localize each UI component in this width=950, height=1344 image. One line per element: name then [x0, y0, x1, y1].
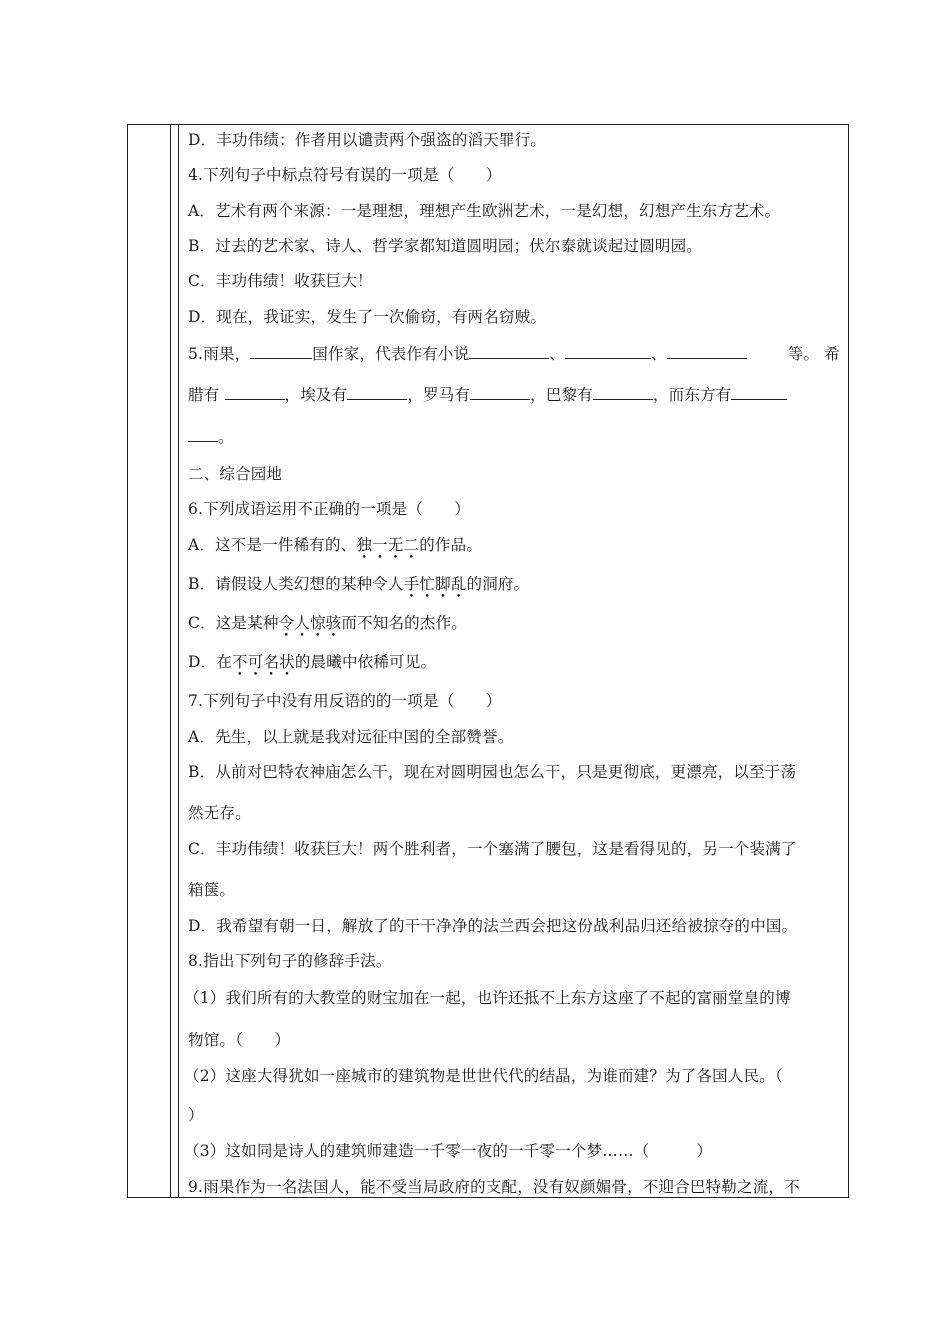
- option-line: A．先生，以上就是我对远征中国的全部赞誉。: [188, 728, 514, 746]
- sub-question: （2）这座大得犹如一座城市的建筑物是世世代代的结晶，为谁而建？为了各国人民。（: [184, 1067, 783, 1085]
- emphasis-char: 令: [278, 614, 295, 632]
- option-line: B．从前对巴特农神庙怎么干，现在对圆明园也怎么干，只是更彻底，更漂亮，以至于荡: [188, 763, 797, 781]
- answer-blank[interactable]: [469, 344, 549, 359]
- q5-text: ，罗马有: [407, 386, 471, 404]
- option-line: C．丰功伟绩！收获巨大！: [188, 272, 373, 290]
- section-heading: 二、综合园地: [188, 465, 283, 483]
- emphasis-char: 惊: [309, 614, 326, 632]
- table-column-divider: [178, 125, 179, 1197]
- option-text: 的作品。: [419, 536, 483, 554]
- q5-text: ，而东方有: [652, 386, 732, 404]
- question-8: 8.指出下列句子的修辞手法。: [188, 952, 392, 970]
- question-5-line-3: [188, 427, 234, 447]
- answer-blank[interactable]: [470, 385, 530, 400]
- emphasis-char: 乱: [450, 575, 467, 593]
- q5-text: ，埃及有: [284, 386, 348, 404]
- emphasis-char: 二: [403, 536, 420, 554]
- q5-text: 5.雨果，: [188, 345, 251, 363]
- question-5-line-2: [188, 385, 787, 405]
- q5-text: 国作家，代表作有小说: [312, 345, 470, 363]
- option-line: D．我希望有朝一日，解放了的干干净净的法兰西会把这份战利品归还给被掠夺的中国。: [188, 917, 798, 935]
- emphasis-char: 独: [356, 536, 373, 554]
- sub-question: 物馆。（ ）: [188, 1031, 291, 1049]
- emphasis-char: 不: [232, 653, 248, 671]
- emphasis-char: 一: [372, 536, 388, 554]
- answer-blank[interactable]: [188, 427, 218, 442]
- q5-text: ，巴黎有: [530, 386, 593, 404]
- q5-text: 等。 希: [787, 345, 840, 363]
- emphasis-char: 名: [263, 653, 280, 671]
- option-line: A．艺术有两个来源：一是理想，理想产生欧洲艺术，一是幻想，幻想产生东方艺术。: [188, 202, 781, 220]
- option-line: B．过去的艺术家、诗人、哲学家都知道圆明园；伏尔泰就谈起过圆明园。: [188, 237, 702, 255]
- sub-question: （1）我们所有的大教堂的财宝加在一起，也许还抵不上东方这座了不起的富丽堂皇的博: [184, 989, 791, 1007]
- option-text: B．请假设人类幻想的某种令人: [188, 575, 404, 593]
- option-line: D．现在，我证实，发生了一次偷窃，有两名窃贼。: [188, 308, 547, 326]
- question-7: 7.下列句子中没有用反语的的一项是（ ）: [188, 692, 502, 710]
- option-text: 而不知名的杰作。: [341, 614, 467, 632]
- option-line: [188, 535, 482, 555]
- option-text: 的洞府。: [466, 575, 530, 593]
- option-text: C．这是某种: [188, 614, 279, 632]
- q5-text: 。: [218, 428, 234, 446]
- sub-question: （3）这如同是诗人的建筑师建造一千零一夜的一千零一个梦……（ ）: [184, 1142, 713, 1160]
- question-5-line-1: [188, 344, 840, 364]
- question-6: 6.下列成语运用不正确的一项是（ ）: [188, 500, 471, 518]
- emphasis-char: 手: [403, 575, 420, 593]
- emphasis-char: 状: [279, 653, 295, 671]
- q5-text: 腊有: [188, 386, 225, 404]
- emphasis-char: 脚: [435, 575, 451, 593]
- option-text: 的晨曦中依稀可见。: [294, 653, 437, 671]
- sub-question: ）: [188, 1106, 204, 1124]
- option-line: [188, 652, 436, 672]
- question-9: 9.雨果作为一名法国人，能不受当局政府的支配，没有奴颜媚骨，不迎合巴特勒之流，不: [188, 1178, 800, 1196]
- text-line: D．丰功伟绩：作者用以谴责两个强盗的滔天罪行。: [188, 131, 547, 149]
- answer-blank[interactable]: [250, 344, 312, 359]
- table-column-divider: [170, 125, 171, 1197]
- question-4: 4.下列句子中标点符号有误的一项是（ ）: [188, 166, 502, 184]
- option-line: [188, 613, 467, 633]
- answer-blank[interactable]: [731, 385, 787, 400]
- document-table: [127, 124, 849, 1198]
- answer-blank[interactable]: [225, 385, 285, 400]
- emphasis-char: 骇: [325, 614, 342, 632]
- emphasis-char: 忙: [419, 575, 436, 593]
- option-line: [188, 574, 529, 594]
- emphasis-char: 可: [247, 653, 264, 671]
- answer-blank[interactable]: [347, 385, 407, 400]
- option-text: A．这不是一件稀有的、: [188, 536, 357, 554]
- q5-text: 、: [651, 345, 667, 363]
- answer-blank[interactable]: [593, 385, 653, 400]
- option-text: D．在: [188, 653, 233, 671]
- q5-text: 、: [549, 345, 566, 363]
- answer-blank[interactable]: [667, 344, 747, 359]
- option-line: 然无存。: [188, 804, 251, 822]
- option-line: 箱箧。: [188, 881, 236, 899]
- option-line: C．丰功伟绩！收获巨大！两个胜利者，一个塞满了腰包，这是看得见的，另一个装满了: [188, 840, 797, 858]
- emphasis-char: 无: [387, 536, 404, 554]
- emphasis-char: 人: [294, 614, 310, 632]
- answer-blank[interactable]: [565, 344, 651, 359]
